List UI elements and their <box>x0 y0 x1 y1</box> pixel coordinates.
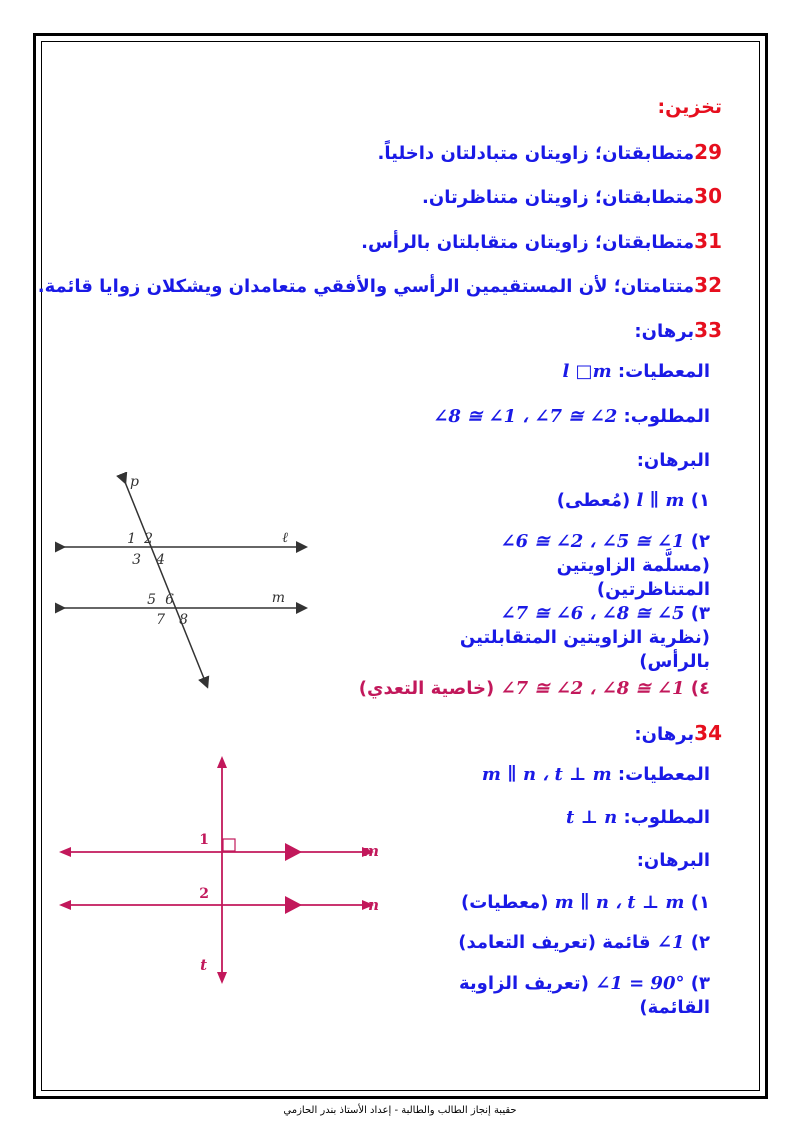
given-label: المعطيات: <box>617 361 710 382</box>
proof-34-step-3 <box>440 972 710 1020</box>
proof-33-given <box>562 361 710 382</box>
step-reason: (تعريف الزاوية القائمة) <box>458 973 710 1018</box>
required-label: المطلوب: <box>623 807 710 828</box>
step-number: ٣) <box>690 973 710 994</box>
answer-31 <box>361 229 722 253</box>
step-math: ∠1 = 90° <box>595 973 685 994</box>
answer-29 <box>378 140 723 164</box>
proof-34-given <box>482 764 710 785</box>
problem-number: 34 <box>694 721 722 745</box>
step-reason: (نظرية الزاويتين المتقابلتين بالرأس) <box>459 627 710 672</box>
proof-title: برهان: <box>634 321 695 342</box>
arrow-t-top <box>217 756 227 768</box>
problem-number: 33 <box>694 318 722 342</box>
right-angle-mark <box>223 839 235 851</box>
step-math: ∠1 <box>656 932 685 953</box>
proof-34-title <box>634 721 722 745</box>
answer-number: 30 <box>694 184 722 208</box>
label-p: p <box>130 474 139 490</box>
step-number: ١) <box>690 892 710 913</box>
transversal-p <box>125 482 207 686</box>
answer-text: متطابقتان؛ زاويتان متبادلتان داخلياً. <box>377 143 695 164</box>
answer-text: متطابقتان؛ زاويتان متناظرتان. <box>422 187 695 208</box>
proof-33-step-4 <box>359 678 710 699</box>
proof-34-required <box>566 807 710 828</box>
angle-1: 1 <box>199 832 209 848</box>
perpendicular-figure <box>55 752 395 990</box>
parallel-mark-m <box>285 843 302 861</box>
proof-33-label: البرهان: <box>636 450 710 471</box>
proof-33-step-2 <box>440 530 710 602</box>
step-reason: (معطيات) <box>460 892 549 913</box>
given-math: l □m <box>562 361 612 382</box>
given-label: المعطيات: <box>617 764 710 785</box>
label-l: ℓ <box>282 530 288 546</box>
answer-number: 29 <box>694 140 722 164</box>
angle-2: 2 <box>144 531 153 547</box>
proof-34-label: البرهان: <box>636 850 710 871</box>
proof-33-required <box>433 406 710 427</box>
arrow-m-left <box>59 847 71 857</box>
step-math: l ∥ m <box>636 490 685 511</box>
step-number: ١) <box>690 490 710 511</box>
step-math: m ∥ n ، t ⊥ m <box>554 892 685 913</box>
angle-2: 2 <box>199 886 209 902</box>
section-heading: تخزين: <box>657 96 722 118</box>
step-number: ٣) <box>690 603 710 624</box>
answer-text: متطابقتان؛ زاويتان متقابلتان بالرأس. <box>361 232 695 253</box>
label-m: m <box>363 842 379 860</box>
required-math: t ⊥ n <box>566 807 618 828</box>
required-math: ∠8 ≅ ∠1 ، ∠7 ≅ ∠2 <box>433 406 618 427</box>
step-reason: (مسلَّمة الزاويتين المتناظرتين) <box>556 555 710 600</box>
answer-text: متتامتان؛ لأن المستقيمين الرأسي والأفقي متعامدان ويشكلان زوايا قائمة. <box>37 276 695 297</box>
arrow-n-left <box>59 900 71 910</box>
step-math: ∠6 ≅ ∠2 ، ∠5 ≅ ∠1 <box>500 531 685 552</box>
label-n: n <box>368 896 379 914</box>
answer-32 <box>38 273 722 297</box>
proof-33-title <box>634 318 722 342</box>
answer-number: 31 <box>694 229 722 253</box>
step-reason: قائمة (تعريف التعامد) <box>458 932 651 953</box>
answer-30 <box>422 184 722 208</box>
label-t: t <box>200 956 207 974</box>
step-number: ٤) <box>690 678 710 699</box>
arrow-t-bottom <box>217 972 227 984</box>
proof-33-step-3 <box>440 602 710 674</box>
required-label: المطلوب: <box>623 406 710 427</box>
angle-5: 5 <box>147 592 156 608</box>
parallel-lines-figure <box>55 472 325 697</box>
proof-title: برهان: <box>634 724 695 745</box>
label-m: m <box>271 590 285 606</box>
step-number: ٢) <box>690 932 710 953</box>
proof-34-step-1 <box>461 892 710 913</box>
step-number: ٢) <box>690 531 710 552</box>
page-footer: حقيبة إنجاز الطالب والطالبة - إعداد الأستاذ بندر الحازمي <box>283 1105 517 1116</box>
step-math: ∠7 ≅ ∠6 ، ∠8 ≅ ∠5 <box>500 603 685 624</box>
angle-7: 7 <box>156 612 165 628</box>
answer-number: 32 <box>694 273 722 297</box>
step-math: ∠7 ≅ ∠2 ، ∠8 ≅ ∠1 <box>500 678 685 699</box>
angle-4: 4 <box>156 552 165 568</box>
angle-3: 3 <box>132 552 141 568</box>
step-reason: (خاصية التعدي) <box>358 678 495 699</box>
step-reason: (مُعطى) <box>556 490 631 511</box>
angle-1: 1 <box>127 531 136 547</box>
parallel-mark-n <box>285 896 302 914</box>
proof-33-step-1 <box>557 490 710 511</box>
proof-34-step-2 <box>458 932 710 953</box>
angle-8: 8 <box>179 612 188 628</box>
given-math: m ∥ n ، t ⊥ m <box>481 764 612 785</box>
angle-6: 6 <box>165 592 174 608</box>
